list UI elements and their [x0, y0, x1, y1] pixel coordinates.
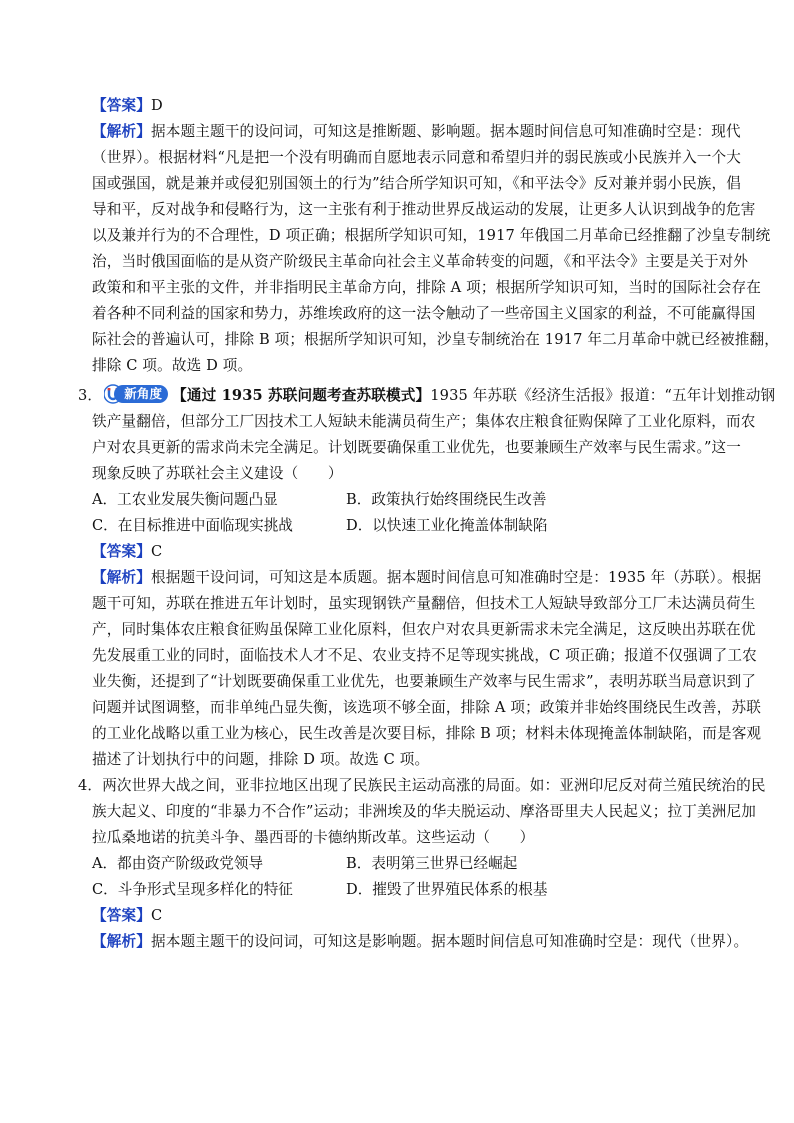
q3-analysis-line: 先发展重工业的同时，面临技术人才不足、农业支持不足等现实挑战，C 项正确；报道不仅强调了工农	[92, 647, 757, 664]
q2-analysis-line: 国或强国，就是兼并或侵犯别国领土的行为”结合所学知识可知，《和平法令》反对兼并弱小民族，倡	[92, 175, 742, 192]
option-d: D．摧毁了世界殖民体系的根基	[346, 881, 548, 898]
q3-analysis-line: 产，同时集体农庄粮食征购虽保障工业化原料，但农户对农具更新需求未完全满足，这反映出苏联在优	[92, 621, 756, 638]
answer-label: 【答案】	[92, 543, 151, 560]
q3-analysis-line: 问题并试图调整，而非单纯凸显失衡，该选项不够全面，排除 A 项；政策并非始终围绕民生改善，苏联	[92, 699, 761, 716]
option-a: A．都由资产阶级政党领导	[92, 855, 264, 872]
q2-analysis-line: 政策和和平主张的文件，并非指明民主革命方向，排除 A 项；根据所学知识可知，当时的国际社会存在	[92, 279, 761, 296]
analysis-label: 【解析】	[92, 123, 151, 140]
q3-stem-first	[78, 383, 776, 409]
option-a: A．工农业发展失衡问题凸显	[92, 491, 278, 508]
q2-analysis-line: 治，当时俄国面临的是从资产阶级民主革命向社会主义革命转变的问题，《和平法令》主要是关于对外	[92, 253, 749, 270]
q3-analysis-line: 【解析】根据题干设问词，可知这是本质题。据本题时间信息可知准确时空是：1935 年（苏联）。根据	[92, 569, 762, 586]
answer-value: C	[150, 907, 163, 924]
option-b: B．表明第三世界已经崛起	[346, 855, 518, 872]
badge-label: 新角度	[114, 385, 168, 403]
q4-answer	[92, 903, 722, 929]
q3-options-row	[92, 487, 722, 513]
q2-answer	[92, 93, 722, 119]
q2-analysis-line: 【解析】据本题主题干的设问词，可知这是推断题、影响题。据本题时间信息可知准确时空是：现代	[92, 123, 741, 140]
q4-options-row	[92, 851, 722, 877]
q3-analysis-line: 题干可知，苏联在推进五年计划时，虽实现钢铁产量翻倍，但技术工人短缺导致部分工厂未达满员荷生	[92, 595, 756, 612]
new-angle-badge	[104, 383, 168, 405]
question-stem: 1935 年苏联《经济生活报》报道：“五年计划推动钢	[430, 387, 776, 404]
q4-stem-line: 拉瓜桑地诺的抗美斗争、墨西哥的卡德纳斯改革。这些运动（ ）	[92, 829, 535, 846]
q4-analysis-line: 【解析】据本题主题干的设问词，可知这是影响题。据本题时间信息可知准确时空是：现代（世界）。	[92, 933, 749, 950]
option-c: C．在目标推进中面临现实挑战	[92, 517, 293, 534]
answer-value: D	[150, 97, 163, 114]
q4-options-row	[92, 877, 722, 903]
q3-stem-line: 铁产量翻倍，但部分工厂因技术工人短缺未能满员荷生产；集体农庄粮食征购保障了工业化原料，而农	[92, 413, 756, 430]
q3-analysis-line: 业失衡，还提到了“计划既要确保重工业优先，也要兼顾生产效率与民生需求”，表明苏联当局意识到了	[92, 673, 756, 690]
q2-analysis-line: （世界）。根据材料“凡是把一个没有明确而自愿地表示同意和希望归并的弱民族或小民族并入一个大	[92, 149, 742, 166]
q4-stem-first: 4．两次世界大战之间，亚非拉地区出现了民族民主运动高涨的局面。如：亚洲印尼反对荷兰殖民统治的民	[78, 777, 766, 794]
q3-answer	[92, 539, 722, 565]
question-topic: 【通过 1935 苏联问题考查苏联模式】	[172, 387, 431, 404]
option-d: D．以快速工业化掩盖体制缺陷	[346, 517, 548, 534]
question-number: 3．	[78, 387, 103, 404]
q3-options-row	[92, 513, 722, 539]
question-number: 4．	[78, 777, 103, 794]
q4-stem-line: 族大起义、印度的“非暴力不合作”运动；非洲埃及的华夫脱运动、摩洛哥里夫人民起义；拉丁美洲尼加	[92, 803, 756, 820]
q3-analysis-line: 描述了计划执行中的问题，排除 D 项。故选 C 项。	[92, 751, 430, 768]
analysis-label: 【解析】	[92, 569, 151, 586]
q2-analysis-line: 排除 C 项。故选 D 项。	[92, 357, 253, 374]
q2-analysis-line: 导和平，反对战争和侵略行为，这一主张有利于推动世界反战运动的发展，让更多人认识到战争的危害	[92, 201, 756, 218]
q3-stem-line: 户对农具更新的需求尚未完全满足。计划既要确保重工业优先，也要兼顾生产效率与民生需求。”这一	[92, 439, 742, 456]
answer-label: 【答案】	[92, 97, 151, 114]
q2-analysis-line: 际社会的普遍认可，排除 B 项；根据所学知识可知，沙皇专制统治在 1917 年二月革命中就已经被推翻，	[92, 331, 780, 348]
q3-stem-line: 现象反映了苏联社会主义建设（ ）	[92, 465, 343, 482]
option-b: B．政策执行始终围绕民生改善	[346, 491, 547, 508]
q2-analysis-line: 以及兼并行为的不合理性，D 项正确；根据所学知识可知，1917 年俄国二月革命已经推翻了沙皇专制统	[92, 227, 771, 244]
analysis-label: 【解析】	[92, 933, 151, 950]
document-page	[78, 93, 780, 955]
option-c: C．斗争形式呈现多样化的特征	[92, 881, 293, 898]
answer-label: 【答案】	[92, 907, 151, 924]
q2-analysis-line: 着各种不同利益的国家和势力，苏维埃政府的这一法令触动了一些帝国主义国家的利益，不可能赢得国	[92, 305, 756, 322]
answer-value: C	[150, 543, 163, 560]
q3-analysis-line: 的工业化战略以重工业为核心，民生改善是次要目标，排除 B 项；材料未体现掩盖体制缺陷，而是客观	[92, 725, 762, 742]
